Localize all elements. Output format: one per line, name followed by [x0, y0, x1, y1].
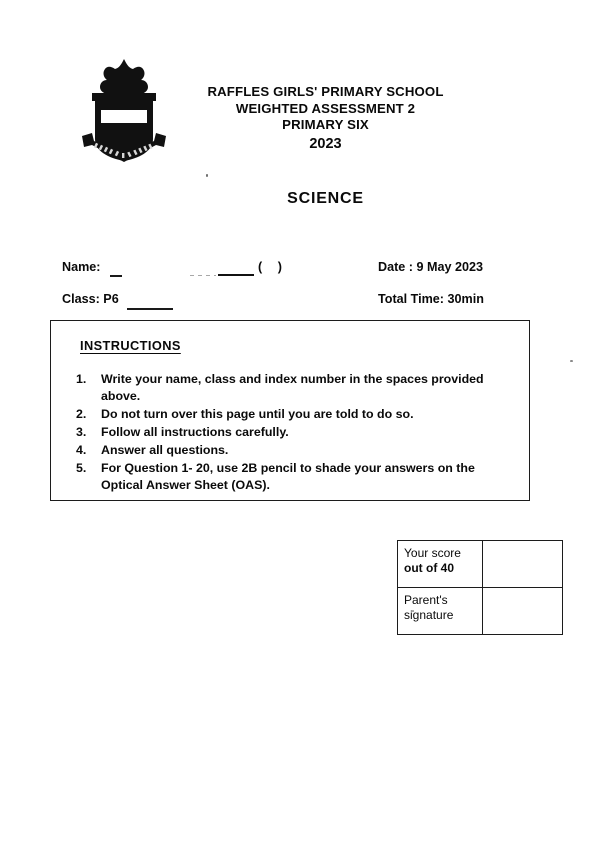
- score-label-line1: Your score: [404, 546, 461, 560]
- instruction-number: 3.: [76, 425, 87, 440]
- subject-title: SCIENCE: [287, 190, 364, 207]
- signature-value-cell[interactable]: [483, 588, 563, 635]
- name-write-line-end[interactable]: [218, 274, 254, 276]
- instruction-item: [74, 460, 515, 495]
- class-time-row: [0, 290, 600, 312]
- instruction-item: [74, 406, 515, 423]
- name-write-line-faded[interactable]: [190, 275, 216, 276]
- instruction-text: Write your name, class and index number in the spaces provided above.: [101, 372, 484, 404]
- instruction-item: [74, 371, 515, 406]
- table-row: [398, 588, 563, 635]
- school-crest-icon: [78, 57, 170, 162]
- instruction-number: 5.: [76, 461, 87, 476]
- name-write-line[interactable]: [110, 275, 122, 277]
- instruction-number: 2.: [76, 407, 87, 422]
- signature-label-cell: [398, 588, 483, 635]
- instructions-heading: INSTRUCTIONS: [80, 338, 181, 353]
- class-write-line[interactable]: [127, 308, 173, 310]
- name-field-label: Name:: [62, 260, 101, 274]
- name-date-row: [0, 258, 600, 280]
- date-label: Date : 9 May 2023: [378, 260, 484, 274]
- assessment-name: WEIGHTED ASSESSMENT 2: [235, 100, 416, 116]
- instruction-text: Follow all instructions carefully.: [101, 425, 289, 440]
- instructions-box: [50, 320, 530, 501]
- instruction-text: For Question 1- 20, use 2B pencil to shade your answers on the Optical Answer Sheet (OAS).: [101, 461, 475, 493]
- instruction-number: 1.: [76, 372, 87, 386]
- score-value-cell[interactable]: [483, 541, 563, 588]
- scan-artifact-speck: [570, 360, 573, 362]
- instruction-text: Answer all questions.: [101, 443, 229, 458]
- class-field-label: Class: P6: [62, 292, 119, 306]
- score-label-cell: [398, 541, 483, 588]
- instruction-item: [74, 424, 515, 441]
- document-header: [183, 84, 468, 154]
- school-name: RAFFLES GIRLS' PRIMARY SCHOOL: [207, 84, 444, 99]
- score-label-line2: out of 40: [404, 560, 454, 575]
- instruction-text: Do not turn over this page until you are told to do so.: [101, 407, 414, 422]
- index-number-bracket[interactable]: ( ): [258, 260, 288, 274]
- signature-label-line2: signature: [404, 607, 454, 622]
- year-label: 2023: [309, 135, 342, 152]
- level-name: PRIMARY SIX: [282, 117, 369, 132]
- signature-label-line1: Parent's: [404, 593, 448, 607]
- instructions-list: [74, 371, 515, 495]
- table-row: [398, 541, 563, 588]
- score-signature-table: [397, 540, 563, 635]
- scan-artifact-speck: [206, 174, 208, 177]
- total-time-label: Total Time: 30min: [378, 292, 484, 306]
- instruction-item: [74, 442, 515, 459]
- candidate-fields: [0, 258, 600, 318]
- instruction-number: 4.: [76, 443, 87, 458]
